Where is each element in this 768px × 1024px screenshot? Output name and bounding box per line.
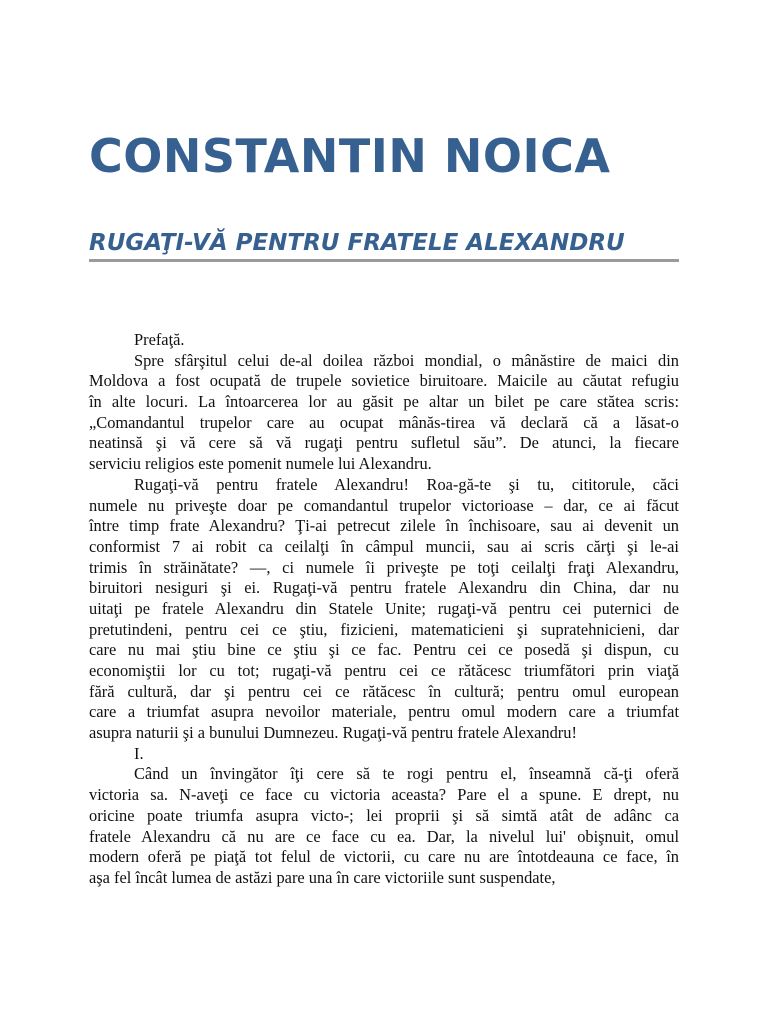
text-line: asupra naturii şi a bunului Dumnezeu. Rugaţi-vă pentru fratele Alexandru! [89, 723, 577, 743]
text-line: serviciu religios este pomenit numele lui Alexandru. [89, 454, 432, 474]
text-line: între timp frate Alexandru? Ţi-ai petrecut zilele în închisoare, sau ai devenit un [89, 516, 679, 536]
text-line: în alte locuri. La întoarcerea lor au găsit pe altar un bilet pe care stătea scris: [89, 392, 679, 412]
text-line: Rugaţi-vă pentru fratele Alexandru! Roa-gă-te şi tu, cititorule, căci [134, 474, 679, 494]
book-title: RUGAŢI-VĂ PENTRU FRATELE ALEXANDRU [89, 230, 625, 256]
author-name: CONSTANTIN NOICA [89, 129, 611, 183]
text-line: modern oferă pe piaţă tot felul de victorii, cu care nu are întotdeauna ce face, în [89, 847, 679, 867]
text-line: neatinsă şi vă cere să vă rugaţi pentru sufletul său”. De atunci, la fiecare [89, 433, 679, 453]
text-line: I. [134, 743, 144, 763]
text-line: fratele Alexandru că nu are ce face cu ea. Dar, la nivelul lui' obişnuit, omul [89, 826, 679, 846]
text-line: victoria sa. N-aveţi ce face cu victoria aceasta? Pare el a spune. E drept, nu [89, 785, 679, 805]
text-line: uitaţi pe fratele Alexandru din Statele Unite; rugaţi-vă pentru cei puternici de [89, 598, 679, 618]
text-line: economiştii lor cu tot; rugaţi-vă pentru cei ce rătăcesc triumfători prin viaţă [89, 661, 679, 680]
body-text [89, 330, 679, 889]
text-line: care nu mai ştiu bine ce ştiu şi ce fac. Pentru cei ce posedă şi dispun, cu [89, 640, 679, 660]
text-line: Moldova a fost ocupată de trupele sovietice biruitoare. Maicile au căutat refugiu [89, 371, 679, 391]
text-line: Prefaţă. [134, 330, 185, 349]
text-line: pretutindeni, pentru cei ce ştiu, fizicieni, matematicieni şi supratehnicieni, dar [89, 619, 679, 639]
text-line: care a triumfat asupra nevoilor materiale, pentru omul modern care a triumfat [89, 702, 679, 722]
text-line: „Comandantul trupelor care au ocupat mânăs-tirea vă declară că a lăsat-o [89, 412, 679, 432]
text-line: Când un învingător îţi cere să te rogi pentru el, înseamnă că-ţi oferă [134, 764, 679, 784]
text-line: conformist 7 ai robit ca ceilalţi în câmpul muncii, sau ai scris cărţi şi le-ai [89, 536, 679, 556]
title-underline [89, 259, 679, 262]
text-line: trimis în străinătate? —, ci numele îi priveşte pe toţi ceilalţi fraţi Alexandru, [89, 557, 679, 577]
text-line: biruitori nesiguri şi ei. Rugaţi-vă pentru fratele Alexandru din China, dar nu [89, 578, 679, 598]
text-line: fără cultură, dar şi pentru cei ce rătăcesc în cultură; pentru omul european [89, 681, 679, 701]
text-line: numele nu priveşte doar pe comandantul trupelor victorioase – dar, ce ai făcut [89, 495, 679, 515]
text-line: aşa fel încât lumea de astăzi pare una în care victoriile sunt suspendate, [89, 867, 556, 887]
text-line: oricine poate triumfa asupra victo-; lei proprii şi să simtă atât de adânc ca [89, 805, 679, 825]
text-line: Spre sfârşitul celui de-al doilea război mondial, o mânăstire de maici din [134, 350, 679, 370]
